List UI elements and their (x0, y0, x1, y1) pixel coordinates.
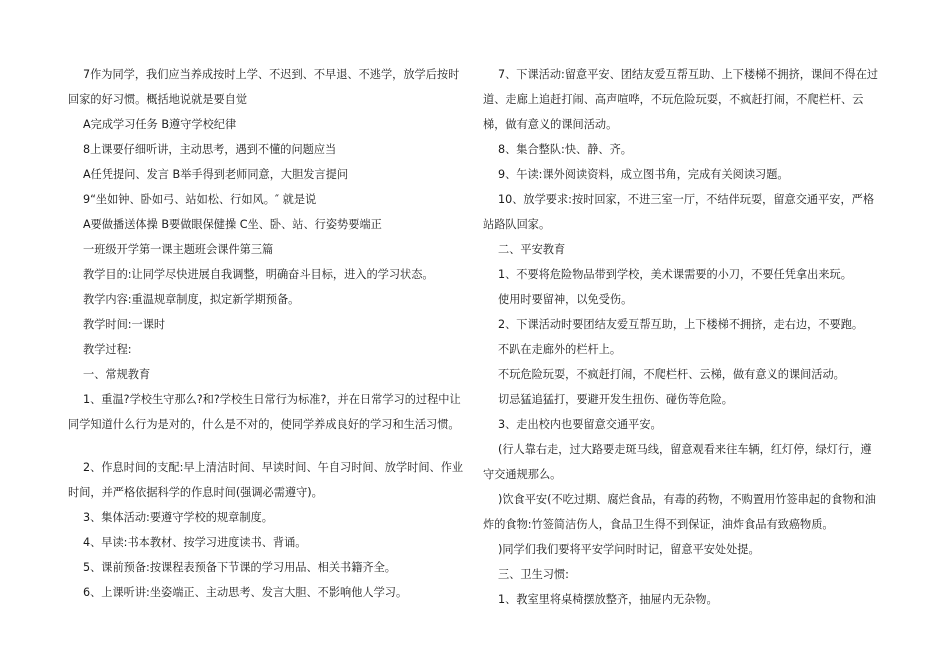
text-line: 三、卫生习惯: (498, 568, 569, 581)
text-line: 站路队回家。 (483, 218, 551, 231)
text-line: 2、作息时间的支配:早上清洁时间、早读时间、午自习时间、放学时间、作业 (83, 461, 463, 474)
text-line: 8上课要仔细听讲，主动思考，遇到不懂的问题应当 (83, 143, 337, 156)
text-line: 4、早读:书本教材、按学习进度读书、背诵。 (83, 536, 307, 549)
text-line: 7、下课活动:留意平安、团结友爱互帮互助、上下楼梯不拥挤，课间不得在过 (498, 68, 878, 81)
paragraph-gap (68, 437, 463, 455)
text-line: 7作为同学，我们应当养成按时上学、不迟到、不早退、不逃学，放学后按时 (83, 68, 460, 81)
text-line: 二、平安教育 (498, 243, 566, 256)
text-line: 8、集合整队:快、静、齐。 (498, 143, 632, 156)
text-line: 教学过程: (83, 343, 132, 356)
text-line: 回家的好习惯。概括地说就是要自觉 (68, 93, 248, 106)
text-line: 5、课前预备:按课程表预备下节课的学习用品、相关书籍齐全。 (83, 561, 396, 574)
text-line: A要做播送体操 B要做眼保健操 C坐、卧、站、行姿势要端正 (83, 218, 382, 231)
text-line: (行人靠右走，过大路要走斑马线，留意观看来往车辆，红灯停，绿灯行，遵 (498, 443, 872, 456)
text-line: 时间，并严格依据科学的作息时间(强调必需遵守)。 (68, 486, 323, 499)
text-line: 1、教室里将桌椅摆放整齐，抽屉内无杂物。 (498, 593, 718, 606)
text-line: 教学时间:一课时 (83, 318, 166, 331)
text-line: 9“坐如钟、卧如弓、站如松、行如风。″ 就是说 (83, 193, 317, 206)
text-line: 1、重温?学校生守那么?和?学校生日常行为标准?，并在日常学习的过程中让 (83, 393, 461, 406)
text-line: 3、集体活动:要遵守学校的规章制度。 (83, 511, 273, 524)
text-line: 守交通规那么。 (483, 468, 562, 481)
text-line: 道、走廊上追赶打闹、高声喧哗，不玩危险玩耍，不疯赶打闹，不爬栏杆、云 (483, 93, 864, 106)
right-text-column (483, 62, 878, 612)
text-line: 不玩危险玩耍，不疯赶打闹，不爬栏杆、云梯，做有意义的课间活动。 (498, 368, 845, 381)
text-line: A任凭提问、发言 B举手得到老师同意，大胆发言提问 (83, 168, 349, 181)
text-line: 1、不要将危险物品带到学校，美术课需要的小刀，不要任凭拿出来玩。 (498, 268, 852, 281)
text-line: 同学知道什么行为是对的，什么是不对的，使同学养成良好的学习和生活习惯。 (68, 418, 460, 431)
text-line: 不趴在走廊外的栏杆上。 (498, 343, 622, 356)
left-text-column (68, 62, 463, 605)
text-line: 一、常规教育 (83, 368, 151, 381)
text-line: 2、下课活动时要团结友爱互帮互助，上下楼梯不拥挤，走右边，不要跑。 (498, 318, 864, 331)
text-line: )饮食平安(不吃过期、腐烂食品，有毒的药物，不购置用竹签串起的食物和油 (498, 493, 876, 506)
text-line: 6、上课听讲:坐姿端正、主动思考、发言大胆、不影响他人学习。 (83, 586, 408, 599)
text-line: 10、放学要求:按时回家，不进三室一厅，不结伴玩耍，留意交通平安，严格 (498, 193, 875, 206)
text-line: 9、午读:课外阅读资料，成立图书角，完成有关阅读习题。 (498, 168, 789, 181)
text-line: 使用时要留神，以免受伤。 (498, 293, 633, 306)
text-line: A完成学习任务 B遵守学校纪律 (83, 118, 237, 131)
text-line: 一班级开学第一课主题班会课件第三篇 (83, 243, 274, 256)
text-line: 切忌猛追猛打，要避开发生扭伤、碰伤等危险。 (498, 393, 733, 406)
text-line: 教学目的:让同学尽快进展自我调整，明确奋斗目标，进入的学习状态。 (83, 268, 434, 281)
text-line: )同学们我们要将平安学问时时记，留意平安处处提。 (498, 543, 760, 556)
text-line: 教学内容:重温规章制度，拟定新学期预备。 (83, 293, 300, 306)
text-line: 梯，做有意义的课间活动。 (483, 118, 618, 131)
text-line: 3、走出校内也要留意交通平安。 (498, 418, 662, 431)
text-line: 炸的食物:竹签简洁伤人，食品卫生得不到保证，油炸食品有致癌物质。 (483, 518, 834, 531)
